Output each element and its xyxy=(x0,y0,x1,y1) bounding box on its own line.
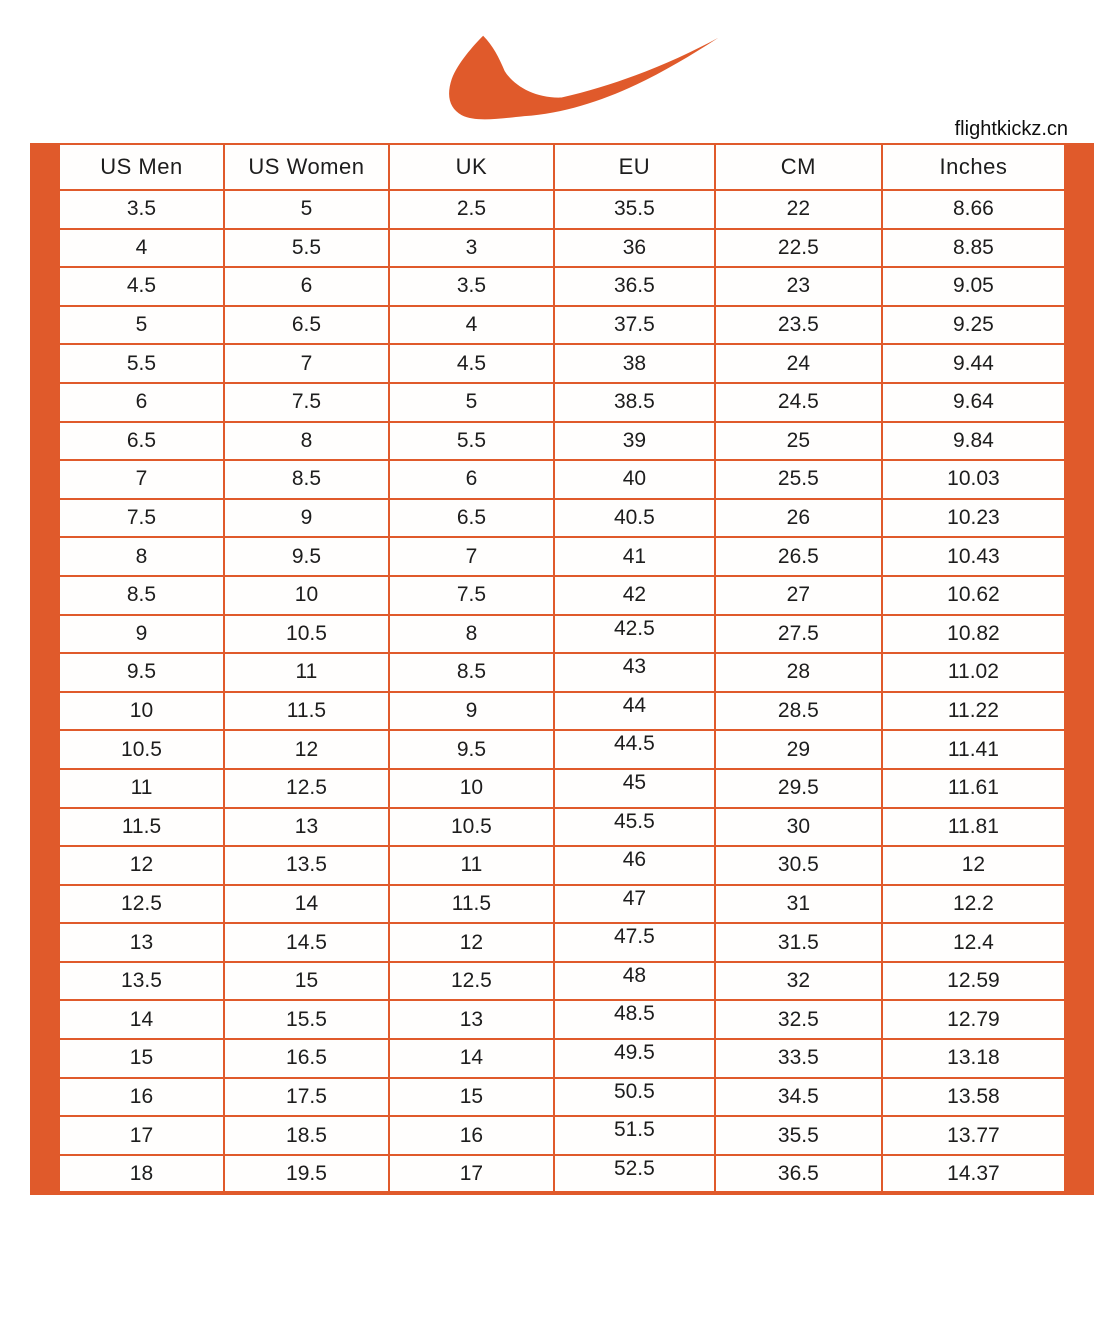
size-cell: 8.5 xyxy=(59,576,224,615)
size-cell: 51.5 xyxy=(554,1116,715,1155)
size-cell: 3.5 xyxy=(389,267,554,306)
size-cell: 7.5 xyxy=(59,499,224,538)
table-row xyxy=(59,190,1065,229)
size-cell: 9.5 xyxy=(224,537,389,576)
size-cell: 11.02 xyxy=(882,653,1065,692)
table-row xyxy=(59,923,1065,962)
size-cell: 4 xyxy=(389,306,554,345)
size-cell: 31 xyxy=(715,885,882,924)
size-cell: 17 xyxy=(59,1116,224,1155)
size-cell: 32 xyxy=(715,962,882,1001)
size-cell: 12.59 xyxy=(882,962,1065,1001)
size-cell: 6 xyxy=(389,460,554,499)
size-cell: 36.5 xyxy=(715,1155,882,1194)
size-cell: 36.5 xyxy=(554,267,715,306)
size-cell: 16 xyxy=(389,1116,554,1155)
table-row xyxy=(59,1078,1065,1117)
size-cell: 45.5 xyxy=(554,808,715,847)
size-cell: 13.58 xyxy=(882,1078,1065,1117)
size-cell: 8 xyxy=(59,537,224,576)
size-cell: 5.5 xyxy=(389,422,554,461)
size-cell: 13.5 xyxy=(224,846,389,885)
size-cell: 35.5 xyxy=(715,1116,882,1155)
table-body xyxy=(59,190,1065,1193)
size-cell: 14 xyxy=(389,1039,554,1078)
size-cell: 14.37 xyxy=(882,1155,1065,1194)
nike-swoosh-icon xyxy=(445,26,731,124)
size-cell: 41 xyxy=(554,537,715,576)
size-cell: 44.5 xyxy=(554,730,715,769)
column-header: EU xyxy=(554,144,715,190)
size-cell: 7 xyxy=(389,537,554,576)
table-row xyxy=(59,344,1065,383)
size-cell: 42 xyxy=(554,576,715,615)
size-cell: 12 xyxy=(389,923,554,962)
size-cell: 25.5 xyxy=(715,460,882,499)
size-cell: 11 xyxy=(389,846,554,885)
size-cell: 13 xyxy=(224,808,389,847)
table-row xyxy=(59,962,1065,1001)
size-cell: 26.5 xyxy=(715,537,882,576)
size-cell: 8.85 xyxy=(882,229,1065,268)
size-cell: 22.5 xyxy=(715,229,882,268)
size-cell: 12.5 xyxy=(389,962,554,1001)
size-cell: 30.5 xyxy=(715,846,882,885)
size-cell: 47.5 xyxy=(554,923,715,962)
size-cell: 4.5 xyxy=(389,344,554,383)
size-cell: 27.5 xyxy=(715,615,882,654)
size-cell: 11.5 xyxy=(59,808,224,847)
size-cell: 23 xyxy=(715,267,882,306)
size-cell: 11 xyxy=(224,653,389,692)
size-cell: 27 xyxy=(715,576,882,615)
table-row xyxy=(59,730,1065,769)
size-cell: 14 xyxy=(59,1000,224,1039)
size-cell: 12.2 xyxy=(882,885,1065,924)
size-cell: 9.84 xyxy=(882,422,1065,461)
size-cell: 36 xyxy=(554,229,715,268)
size-cell: 9.64 xyxy=(882,383,1065,422)
size-cell: 7 xyxy=(224,344,389,383)
left-accent-bar xyxy=(30,143,58,1195)
size-cell: 9.25 xyxy=(882,306,1065,345)
size-cell: 47 xyxy=(554,885,715,924)
size-cell: 15 xyxy=(224,962,389,1001)
table-band xyxy=(30,143,1094,1195)
size-cell: 15.5 xyxy=(224,1000,389,1039)
size-cell: 13.77 xyxy=(882,1116,1065,1155)
table-row xyxy=(59,499,1065,538)
size-cell: 3 xyxy=(389,229,554,268)
size-cell: 33.5 xyxy=(715,1039,882,1078)
size-cell: 19.5 xyxy=(224,1155,389,1194)
watermark-text: flightkickz.cn xyxy=(954,118,1068,140)
size-cell: 48.5 xyxy=(554,1000,715,1039)
table-row xyxy=(59,808,1065,847)
column-header: CM xyxy=(715,144,882,190)
header-row xyxy=(59,144,1065,190)
size-cell: 9.44 xyxy=(882,344,1065,383)
size-cell: 9 xyxy=(59,615,224,654)
size-cell: 16 xyxy=(59,1078,224,1117)
size-cell: 10.43 xyxy=(882,537,1065,576)
size-cell: 9 xyxy=(389,692,554,731)
nike-logo xyxy=(0,0,1100,124)
table-row xyxy=(59,537,1065,576)
size-cell: 15 xyxy=(59,1039,224,1078)
column-header: US Women xyxy=(224,144,389,190)
size-cell: 8 xyxy=(224,422,389,461)
size-cell: 14 xyxy=(224,885,389,924)
size-cell: 3.5 xyxy=(59,190,224,229)
size-cell: 49.5 xyxy=(554,1039,715,1078)
table-row xyxy=(59,846,1065,885)
size-cell: 25 xyxy=(715,422,882,461)
size-cell: 48 xyxy=(554,962,715,1001)
table-row xyxy=(59,692,1065,731)
size-cell: 42.5 xyxy=(554,615,715,654)
size-cell: 12 xyxy=(882,846,1065,885)
size-cell: 10.5 xyxy=(224,615,389,654)
size-cell: 11 xyxy=(59,769,224,808)
table-row xyxy=(59,267,1065,306)
size-cell: 10.82 xyxy=(882,615,1065,654)
size-cell: 10.5 xyxy=(59,730,224,769)
table-row xyxy=(59,422,1065,461)
size-cell: 11.61 xyxy=(882,769,1065,808)
size-cell: 12.4 xyxy=(882,923,1065,962)
size-cell: 6.5 xyxy=(224,306,389,345)
table-row xyxy=(59,1000,1065,1039)
size-cell: 10 xyxy=(59,692,224,731)
size-cell: 10.23 xyxy=(882,499,1065,538)
size-cell: 4 xyxy=(59,229,224,268)
table-row xyxy=(59,885,1065,924)
size-cell: 12 xyxy=(224,730,389,769)
table-row xyxy=(59,306,1065,345)
size-cell: 9.5 xyxy=(389,730,554,769)
size-cell: 34.5 xyxy=(715,1078,882,1117)
size-cell: 26 xyxy=(715,499,882,538)
size-cell: 18.5 xyxy=(224,1116,389,1155)
size-cell: 9.05 xyxy=(882,267,1065,306)
table-row xyxy=(59,1155,1065,1194)
size-cell: 29.5 xyxy=(715,769,882,808)
size-cell: 4.5 xyxy=(59,267,224,306)
size-cell: 7.5 xyxy=(224,383,389,422)
size-cell: 16.5 xyxy=(224,1039,389,1078)
size-cell: 11.41 xyxy=(882,730,1065,769)
size-cell: 37.5 xyxy=(554,306,715,345)
column-header: Inches xyxy=(882,144,1065,190)
size-cell: 5.5 xyxy=(224,229,389,268)
size-cell: 35.5 xyxy=(554,190,715,229)
size-cell: 11.5 xyxy=(389,885,554,924)
table-row xyxy=(59,460,1065,499)
table-row xyxy=(59,769,1065,808)
size-cell: 40.5 xyxy=(554,499,715,538)
size-cell: 10.62 xyxy=(882,576,1065,615)
size-cell: 8.66 xyxy=(882,190,1065,229)
size-cell: 17.5 xyxy=(224,1078,389,1117)
table-row xyxy=(59,383,1065,422)
size-cell: 8 xyxy=(389,615,554,654)
size-cell: 28.5 xyxy=(715,692,882,731)
size-cell: 14.5 xyxy=(224,923,389,962)
size-cell: 11.81 xyxy=(882,808,1065,847)
size-cell: 39 xyxy=(554,422,715,461)
size-cell: 2.5 xyxy=(389,190,554,229)
size-cell: 30 xyxy=(715,808,882,847)
table-row xyxy=(59,653,1065,692)
size-cell: 22 xyxy=(715,190,882,229)
size-cell: 11.5 xyxy=(224,692,389,731)
size-cell: 46 xyxy=(554,846,715,885)
size-cell: 6 xyxy=(224,267,389,306)
size-cell: 40 xyxy=(554,460,715,499)
size-cell: 29 xyxy=(715,730,882,769)
size-cell: 38.5 xyxy=(554,383,715,422)
size-cell: 13.5 xyxy=(59,962,224,1001)
size-cell: 52.5 xyxy=(554,1155,715,1194)
column-header: US Men xyxy=(59,144,224,190)
size-cell: 8.5 xyxy=(389,653,554,692)
size-cell: 10.03 xyxy=(882,460,1065,499)
size-cell: 13 xyxy=(59,923,224,962)
size-cell: 31.5 xyxy=(715,923,882,962)
size-cell: 38 xyxy=(554,344,715,383)
table-row xyxy=(59,576,1065,615)
size-cell: 15 xyxy=(389,1078,554,1117)
table-header-row xyxy=(59,144,1065,190)
size-cell: 11.22 xyxy=(882,692,1065,731)
size-cell: 7 xyxy=(59,460,224,499)
size-cell: 6.5 xyxy=(59,422,224,461)
size-cell: 10 xyxy=(224,576,389,615)
size-cell: 10.5 xyxy=(389,808,554,847)
size-cell: 6.5 xyxy=(389,499,554,538)
size-cell: 18 xyxy=(59,1155,224,1194)
size-cell: 9 xyxy=(224,499,389,538)
size-cell: 12.5 xyxy=(59,885,224,924)
size-cell: 5 xyxy=(389,383,554,422)
table-row xyxy=(59,1116,1065,1155)
size-cell: 12.79 xyxy=(882,1000,1065,1039)
size-cell: 7.5 xyxy=(389,576,554,615)
size-cell: 24.5 xyxy=(715,383,882,422)
size-cell: 13 xyxy=(389,1000,554,1039)
size-cell: 5 xyxy=(59,306,224,345)
size-cell: 12.5 xyxy=(224,769,389,808)
size-cell: 10 xyxy=(389,769,554,808)
size-cell: 12 xyxy=(59,846,224,885)
table-row xyxy=(59,615,1065,654)
size-cell: 45 xyxy=(554,769,715,808)
size-cell: 23.5 xyxy=(715,306,882,345)
size-cell: 24 xyxy=(715,344,882,383)
column-header: UK xyxy=(389,144,554,190)
size-cell: 50.5 xyxy=(554,1078,715,1117)
size-cell: 44 xyxy=(554,692,715,731)
table-row xyxy=(59,229,1065,268)
size-cell: 5 xyxy=(224,190,389,229)
size-cell: 5.5 xyxy=(59,344,224,383)
size-cell: 32.5 xyxy=(715,1000,882,1039)
size-cell: 9.5 xyxy=(59,653,224,692)
size-cell: 13.18 xyxy=(882,1039,1065,1078)
size-cell: 17 xyxy=(389,1155,554,1194)
table-row xyxy=(59,1039,1065,1078)
size-cell: 28 xyxy=(715,653,882,692)
size-cell: 6 xyxy=(59,383,224,422)
size-conversion-table xyxy=(58,143,1066,1195)
size-cell: 8.5 xyxy=(224,460,389,499)
right-accent-bar xyxy=(1066,143,1094,1195)
size-cell: 43 xyxy=(554,653,715,692)
